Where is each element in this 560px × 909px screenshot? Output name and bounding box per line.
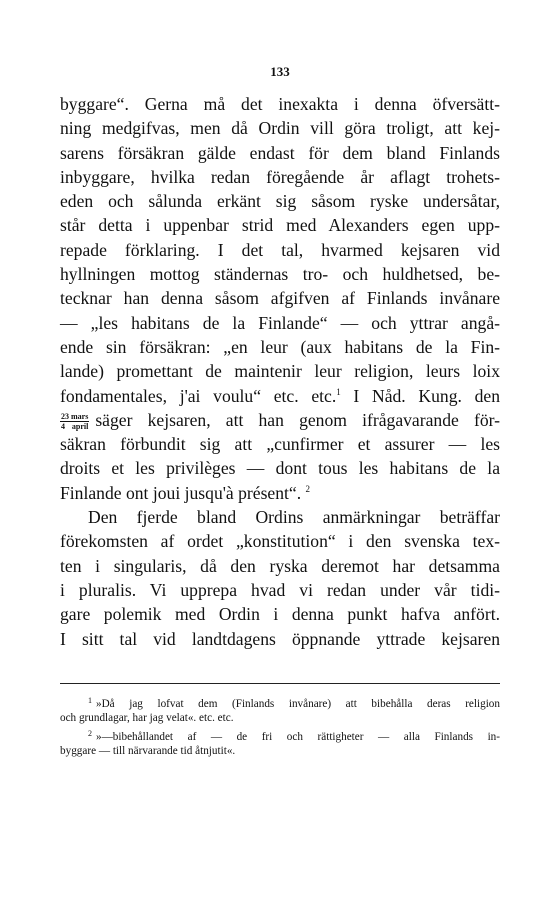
footnote-text: »Då jag lofvat dem (Finlands invånare) att bibehålla deras religion — [96, 698, 500, 710]
text-line: ende sin försäkran: „en leur (aux habitans de la Fin- — [60, 336, 500, 357]
text-line: I sitt tal vid landtdagens öppnande yttrade kejsaren — [60, 628, 500, 649]
text-line: droits et les privilèges — dont tous les habitans de la — [60, 458, 500, 479]
footnote-1-continued: och grundlagar, har jag velat«. etc. etc. — [60, 711, 234, 724]
footnotes — [60, 693, 500, 759]
page-number: 133 — [270, 64, 290, 79]
footnote-1 — [60, 693, 500, 710]
text-line: sarens försäkran gälde endast för dem bland Finlands — [60, 142, 500, 163]
footnote-ref-1: 1 — [336, 386, 341, 397]
text-line: byggare“. Gerna må det inexakta i denna öfversätt- — [60, 94, 500, 114]
text-line: Den fjerde bland Ordins anmärkningar beträffar — [88, 507, 500, 528]
footnote-2-continued: byggare — till närvarande tid åtnjutit«. — [60, 744, 236, 757]
text-line: ten i singularis, då den ryska deremot har detsamma — [60, 555, 500, 576]
text-segment: fondamentales, j'ai voulu“ etc. etc. — [60, 385, 337, 406]
text-segment: Finlande ont joui jusqu'à présent“. — [60, 482, 302, 503]
text-line-with-footnote-ref — [60, 481, 500, 505]
footnote-mark: 2 — [88, 729, 92, 738]
text-line-with-footnote-ref — [60, 384, 500, 408]
footnote-2 — [60, 726, 500, 743]
text-line: ning medgifvas, men då Ordin vill göra troligt, att kej- — [60, 118, 500, 139]
footnote-mark: 1 — [88, 696, 92, 705]
text-line: säkran förbundit sig att „cunfirmer et assurer — les — [60, 434, 500, 455]
date-new-style: 4 april — [61, 422, 89, 432]
footnote-divider — [60, 683, 500, 684]
fraction-date — [60, 412, 89, 431]
text-line: i pluralis. Vi upprepa hvad vi redan under vår tidi- — [60, 579, 500, 600]
date-old-style: 23 mars — [61, 412, 89, 422]
text-line: står detta i uppenbar strid med Alexanders egen upp- — [60, 215, 500, 236]
text-segment: I Nåd. Kung. den — [340, 385, 500, 406]
text-line: repade förklaring. I det tal, hvarmed kejsaren vid — [60, 239, 500, 260]
text-line: tecknar han denna såsom afgifven af Finlands invånare — [60, 288, 500, 309]
text-line-with-date — [60, 408, 500, 432]
text-line: gare polemik med Ordin i denna punkt hafva anfört. — [60, 604, 500, 625]
text-line: eden och sålunda erkänt sig såsom ryske undersåtar, — [60, 191, 500, 212]
text-segment: säger kejsaren, att han genom ifrågavarande för- — [95, 409, 500, 430]
body-text — [60, 92, 500, 651]
text-line: lande) promettant de maintenir leur religion, leurs loix — [60, 361, 500, 382]
footnote-text: »—bibehållandet af — de fri och rättigheter — alla Finlands in- — [96, 731, 500, 743]
footnote-ref-2: 2 — [305, 483, 311, 494]
text-line: inbyggare, hvilka redan föregående år aflagt trohets- — [60, 166, 500, 187]
text-line: förekomsten af ordet „konstitution“ i den svenska tex- — [60, 531, 500, 552]
text-line: hyllningen mottog ständernas tro- och huldhetsed, be- — [60, 264, 500, 285]
text-line: — „les habitans de la Finlande“ — och yttrar angå- — [60, 312, 500, 333]
